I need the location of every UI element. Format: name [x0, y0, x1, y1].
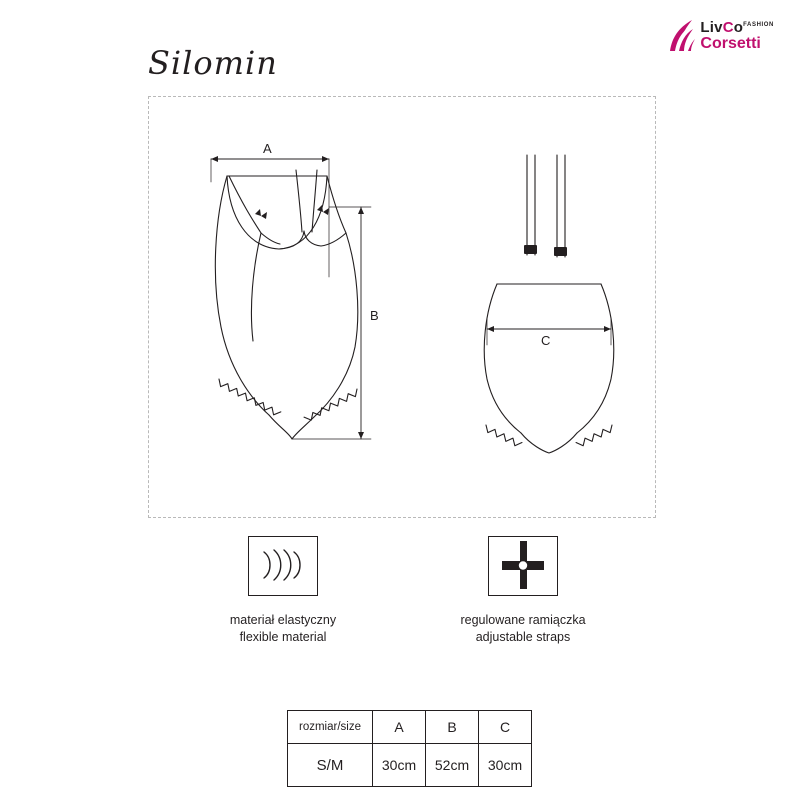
brand-line-two: Corsetti	[700, 35, 761, 52]
adjustable-strap-icon	[490, 537, 556, 593]
feature-list	[148, 536, 654, 656]
dimension-label-a: A	[263, 141, 272, 156]
diagram-frame	[148, 96, 656, 518]
page-title: Silomin	[148, 44, 278, 82]
table-header-b: B	[426, 711, 479, 744]
table-header-a: A	[373, 711, 426, 744]
feature-caption	[418, 612, 628, 646]
dimension-label-b: B	[370, 308, 379, 323]
feature-caption-en: flexible material	[239, 629, 327, 644]
table-header-c: C	[479, 711, 532, 744]
garment-technical-drawing	[149, 97, 653, 515]
table-cell-size: S/M	[288, 744, 373, 787]
elastic-waves-icon-box	[248, 536, 318, 596]
brand-wordmark	[700, 20, 774, 52]
table-header-size: rozmiar/size	[288, 711, 373, 744]
brand-line-one: LivCo$^{FASHION}$	[700, 19, 774, 36]
elastic-waves-icon	[250, 537, 316, 593]
table-row	[288, 744, 532, 787]
feature-caption	[178, 612, 388, 646]
adjustable-strap-icon-box	[488, 536, 558, 596]
size-table	[287, 710, 532, 787]
feature-flexible-material	[178, 536, 388, 646]
brand-logo	[624, 14, 774, 58]
feature-caption-pl: regulowane ramiączka	[460, 613, 586, 627]
table-cell-a: 30cm	[373, 744, 426, 787]
dimension-label-c: C	[541, 333, 551, 348]
table-header-row	[288, 711, 532, 744]
corsetti-mark-icon	[666, 18, 696, 54]
feature-caption-en: adjustable straps	[475, 629, 571, 644]
feature-adjustable-straps	[418, 536, 628, 646]
table-cell-b: 52cm	[426, 744, 479, 787]
table-cell-c: 30cm	[479, 744, 532, 787]
feature-caption-pl: materiał elastyczny	[229, 613, 337, 627]
